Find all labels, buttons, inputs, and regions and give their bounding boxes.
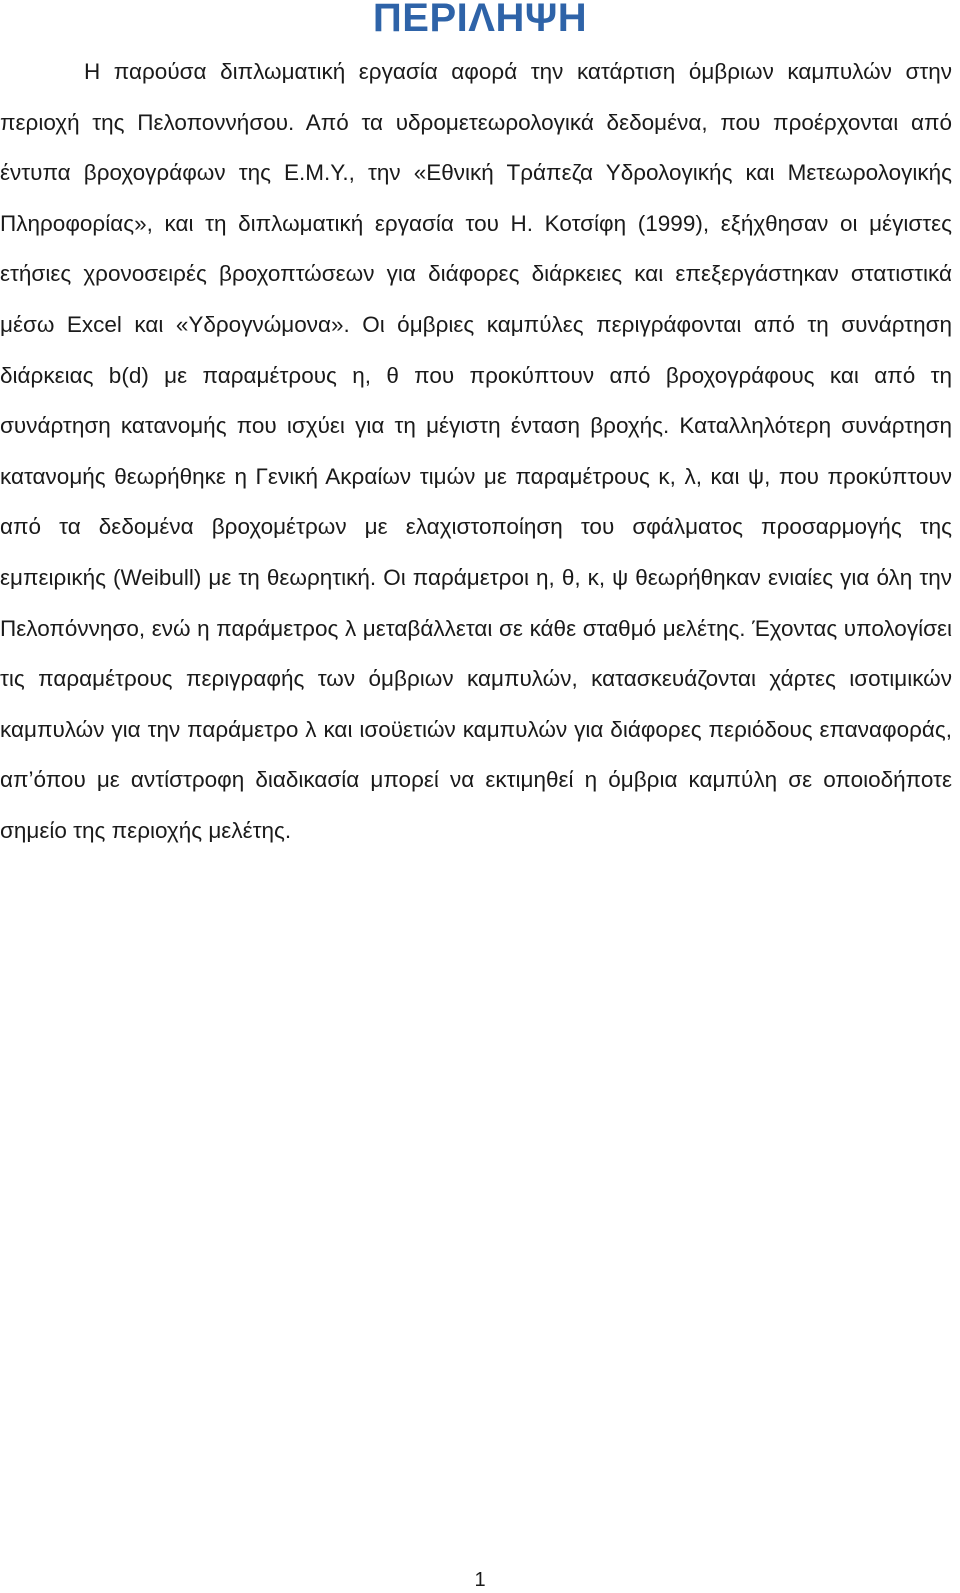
abstract-paragraph: Η παρούσα διπλωματική εργασία αφορά την κατάρτιση όμβριων καμπυλών στην περιοχή της Πελοποννήσου. Από τα υδρομετεωρολογικά δεδομένα, που προέρχονται από έντυπα βροχογράφων της Ε.Μ.Υ., την «Εθνική Τράπεζα Υδρολογικής και Μετεωρολογικής Πληροφορίας», και τη διπλωματική εργασία του Η. Κοτσίφη (1999), εξήχθησαν οι μέγιστες ετήσιες χρονοσειρές βροχοπτώσεων για διάφορες διάρκειες και επεξεργάστηκαν στατιστικά μέσω Excel και «Υδρογνώμονα». Οι όμβριες καμπύλες περιγράφονται από τη συνάρτηση διάρκειας b(d) με παραμέτρους η, θ που προκύπτουν από βροχογράφους και από τη συνάρτηση κατανομής που ισχύει για τη μέγιστη ένταση βροχής. Καταλληλότερη συνάρτηση κατανομής θεωρήθηκε η Γενική Ακραίων τιμών με παραμέτρους κ, λ, και ψ, που προκύπτουν από τα δεδομένα βροχομέτρων με ελαχιστοποίηση του σφάλματος προσαρμογής της εμπειρικής (Weibull) με τη θεωρητική. Οι παράμετροι η, θ, κ, ψ θεωρήθηκαν ενιαίες για όλη την Πελοπόννησο, ενώ η παράμετρος λ μεταβάλλεται σε κάθε σταθμό μελέτης. Έχοντας υπολογίσει τις παραμέτρους περιγραφής των όμβριων καμπυλών, κατασκευάζονται χάρτες ισοτιμικών καμπυλών για την παράμετρο λ και ισοϋετιών καμπυλών για διάφορες περιόδους επαναφοράς, απ’όπου με αντίστροφη διαδικασία μπορεί να εκτιμηθεί η όμβρια καμπύλη σε οποιοδήποτε σημείο της περιοχής μελέτης. [0,59,952,843]
page-number: 1 [474,1569,486,1591]
page-title: ΠΕΡΙΛΗΨΗ [372,0,588,40]
